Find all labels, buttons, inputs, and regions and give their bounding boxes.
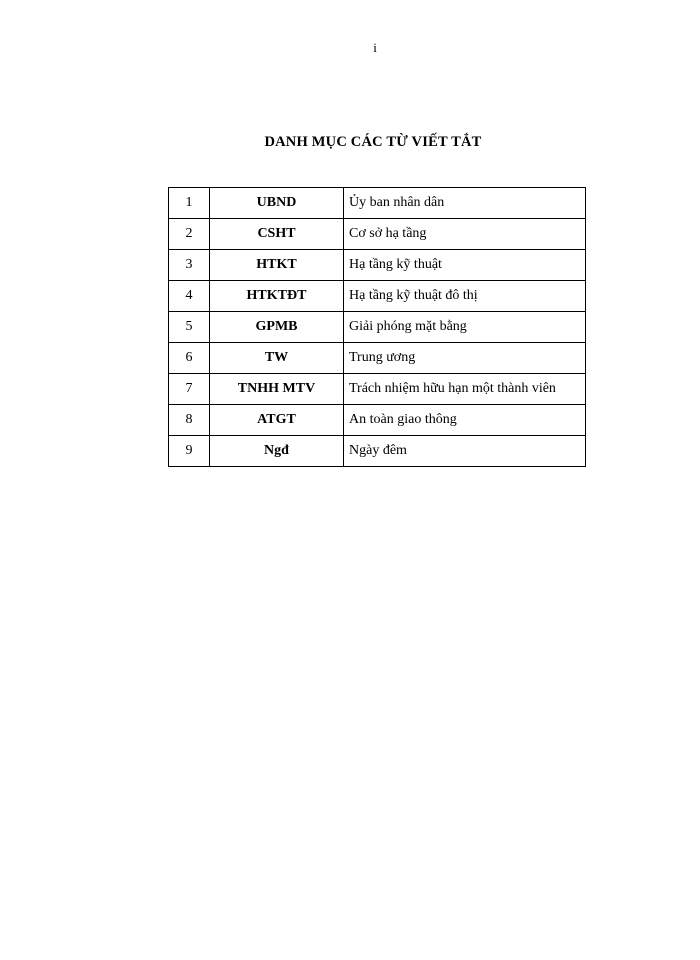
abbreviation: GPMB [210,312,344,343]
abbreviation-meaning: Trách nhiệm hữu hạn một thành viên [344,374,586,405]
abbreviation: HTKT [210,250,344,281]
table-row [169,219,586,250]
row-number: 5 [169,312,210,343]
abbreviation-meaning: Trung ương [344,343,586,374]
abbreviation-meaning: Ngày đêm [344,436,586,467]
row-number: 4 [169,281,210,312]
abbreviation-meaning: Ủy ban nhân dân [344,188,586,219]
abbreviation-meaning: Cơ sở hạ tầng [344,219,586,250]
abbreviation-meaning: Giải phóng mặt bằng [344,312,586,343]
abbreviation: UBND [210,188,344,219]
abbreviation: HTKTĐT [210,281,344,312]
table-row [169,405,586,436]
table-row [169,281,586,312]
abbreviation-meaning: Hạ tầng kỹ thuật [344,250,586,281]
abbreviation-table [168,187,586,467]
table-row [169,250,586,281]
page-title: DANH MỤC CÁC TỪ VIẾT TẮT [264,134,482,150]
abbreviation: TW [210,343,344,374]
abbreviation: Ngđ [210,436,344,467]
page-number: i [373,40,377,55]
abbreviation: TNHH MTV [210,374,344,405]
table-row [169,374,586,405]
table-row [169,188,586,219]
table-row [169,312,586,343]
abbreviation-meaning: An toàn giao thông [344,405,586,436]
abbreviation-meaning: Hạ tầng kỹ thuật đô thị [344,281,586,312]
row-number: 1 [169,188,210,219]
abbreviation: CSHT [210,219,344,250]
row-number: 6 [169,343,210,374]
row-number: 2 [169,219,210,250]
abbreviation: ATGT [210,405,344,436]
row-number: 3 [169,250,210,281]
row-number: 9 [169,436,210,467]
table-row [169,436,586,467]
table-row [169,343,586,374]
row-number: 7 [169,374,210,405]
row-number: 8 [169,405,210,436]
